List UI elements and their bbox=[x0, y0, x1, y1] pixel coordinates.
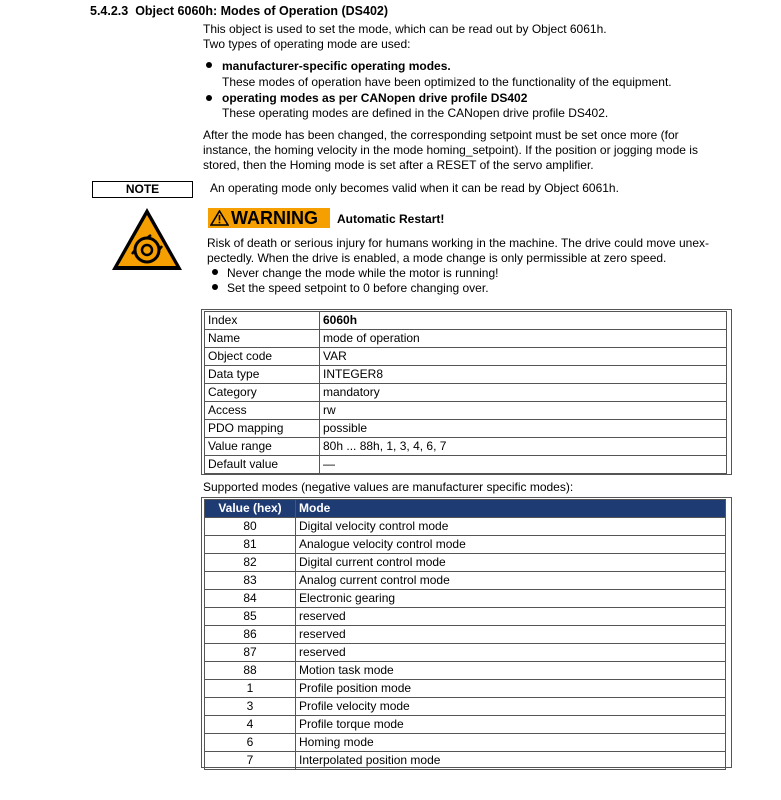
table-row bbox=[205, 572, 726, 590]
object-table bbox=[204, 311, 727, 474]
modes-table-header bbox=[205, 500, 726, 518]
note-text: An operating mode only becomes valid when it can be read by Object 6061h. bbox=[210, 181, 619, 195]
property-value: mode of operation bbox=[320, 330, 727, 348]
section-heading bbox=[90, 4, 388, 18]
table-row bbox=[205, 402, 727, 420]
header-mode: Mode bbox=[296, 500, 726, 518]
property-value: possible bbox=[320, 420, 727, 438]
after-mode-line-3: stored, then the Homing mode is set after a RESET of the servo amplifier. bbox=[203, 158, 594, 172]
modes-table bbox=[204, 499, 726, 770]
table-row bbox=[205, 698, 726, 716]
warning-banner bbox=[208, 208, 330, 228]
mode-value: 85 bbox=[205, 608, 296, 626]
mode-name: Interpolated position mode bbox=[296, 752, 726, 770]
property-name: Index bbox=[205, 312, 320, 330]
mode-name: reserved bbox=[296, 608, 726, 626]
property-value: 80h ... 88h, 1, 3, 4, 6, 7 bbox=[320, 438, 727, 456]
table-row bbox=[205, 536, 726, 554]
property-name: Object code bbox=[205, 348, 320, 366]
table-row bbox=[205, 680, 726, 698]
warning-line-2: pectedly. When the drive is enabled, a mode change is only permissible at zero speed. bbox=[207, 251, 667, 265]
table-row bbox=[205, 554, 726, 572]
property-name: Name bbox=[205, 330, 320, 348]
warning-label: WARNING bbox=[231, 208, 318, 228]
intro-line-1: This object is used to set the mode, which can be read out by Object 6061h. bbox=[203, 22, 607, 36]
table-row bbox=[205, 644, 726, 662]
bullet-1-title: manufacturer-specific operating modes. bbox=[222, 59, 451, 73]
after-mode-line-1: After the mode has been changed, the corresponding setpoint must be set once more (for bbox=[203, 128, 679, 142]
mode-name: Homing mode bbox=[296, 734, 726, 752]
warning-triangle-icon bbox=[210, 210, 229, 230]
property-value: INTEGER8 bbox=[320, 366, 727, 384]
table-row bbox=[205, 518, 726, 536]
property-name: Value range bbox=[205, 438, 320, 456]
mode-value: 87 bbox=[205, 644, 296, 662]
automatic-restart-warning-icon bbox=[110, 206, 184, 275]
intro-line-2: Two types of operating mode are used: bbox=[203, 37, 411, 51]
table-row bbox=[205, 734, 726, 752]
bullet-dot bbox=[212, 269, 218, 275]
section-title: Object 6060h: Modes of Operation (DS402) bbox=[135, 4, 389, 18]
note-label: NOTE bbox=[92, 181, 193, 198]
mode-value: 3 bbox=[205, 698, 296, 716]
bullet-1-text: These modes of operation have been optimized to the functionality of the equipment. bbox=[222, 75, 672, 89]
table-row bbox=[205, 456, 727, 474]
mode-name: Motion task mode bbox=[296, 662, 726, 680]
table-row bbox=[205, 626, 726, 644]
table-row bbox=[205, 330, 727, 348]
table-row bbox=[205, 662, 726, 680]
property-value: VAR bbox=[320, 348, 727, 366]
mode-value: 6 bbox=[205, 734, 296, 752]
mode-name: Profile torque mode bbox=[296, 716, 726, 734]
mode-name: Analog current control mode bbox=[296, 572, 726, 590]
after-mode-line-2: instance, the homing velocity in the mode homing_setpoint). If the position or jogging mode is bbox=[203, 143, 698, 157]
mode-value: 7 bbox=[205, 752, 296, 770]
table-row bbox=[205, 590, 726, 608]
mode-value: 80 bbox=[205, 518, 296, 536]
mode-value: 83 bbox=[205, 572, 296, 590]
table-row bbox=[205, 384, 727, 402]
bullet-dot bbox=[206, 62, 212, 68]
property-name: Default value bbox=[205, 456, 320, 474]
table-row bbox=[205, 716, 726, 734]
mode-value: 86 bbox=[205, 626, 296, 644]
modes-caption: Supported modes (negative values are manufacturer specific modes): bbox=[203, 480, 574, 494]
table-row bbox=[205, 752, 726, 770]
mode-value: 1 bbox=[205, 680, 296, 698]
table-row bbox=[205, 312, 727, 330]
mode-value: 84 bbox=[205, 590, 296, 608]
mode-name: reserved bbox=[296, 626, 726, 644]
table-row bbox=[205, 438, 727, 456]
table-row bbox=[205, 608, 726, 626]
property-name: Data type bbox=[205, 366, 320, 384]
warning-title: Automatic Restart! bbox=[337, 212, 445, 226]
bullet-2-text: These operating modes are defined in the CANopen drive profile DS402. bbox=[222, 106, 609, 120]
mode-value: 81 bbox=[205, 536, 296, 554]
mode-value: 4 bbox=[205, 716, 296, 734]
bullet-dot bbox=[212, 284, 218, 290]
header-value-hex: Value (hex) bbox=[205, 500, 296, 518]
property-value: 6060h bbox=[320, 312, 727, 330]
section-number: 5.4.2.3 bbox=[90, 4, 129, 18]
property-name: Access bbox=[205, 402, 320, 420]
mode-name: reserved bbox=[296, 644, 726, 662]
property-value: rw bbox=[320, 402, 727, 420]
mode-name: Electronic gearing bbox=[296, 590, 726, 608]
mode-name: Profile velocity mode bbox=[296, 698, 726, 716]
mode-value: 82 bbox=[205, 554, 296, 572]
property-value: mandatory bbox=[320, 384, 727, 402]
mode-name: Digital current control mode bbox=[296, 554, 726, 572]
table-row bbox=[205, 366, 727, 384]
mode-name: Profile position mode bbox=[296, 680, 726, 698]
property-name: PDO mapping bbox=[205, 420, 320, 438]
mode-name: Analogue velocity control mode bbox=[296, 536, 726, 554]
warning-item-1: Never change the mode while the motor is running! bbox=[227, 266, 499, 280]
mode-value: 88 bbox=[205, 662, 296, 680]
bullet-dot bbox=[206, 95, 212, 101]
warning-line-1: Risk of death or serious injury for humans working in the machine. The drive could move unex- bbox=[207, 236, 710, 250]
bullet-2-title: operating modes as per CANopen drive profile DS402 bbox=[222, 91, 528, 105]
mode-name: Digital velocity control mode bbox=[296, 518, 726, 536]
property-name: Category bbox=[205, 384, 320, 402]
property-value: — bbox=[320, 456, 727, 474]
table-row bbox=[205, 348, 727, 366]
warning-item-2: Set the speed setpoint to 0 before changing over. bbox=[227, 281, 489, 295]
table-row bbox=[205, 420, 727, 438]
